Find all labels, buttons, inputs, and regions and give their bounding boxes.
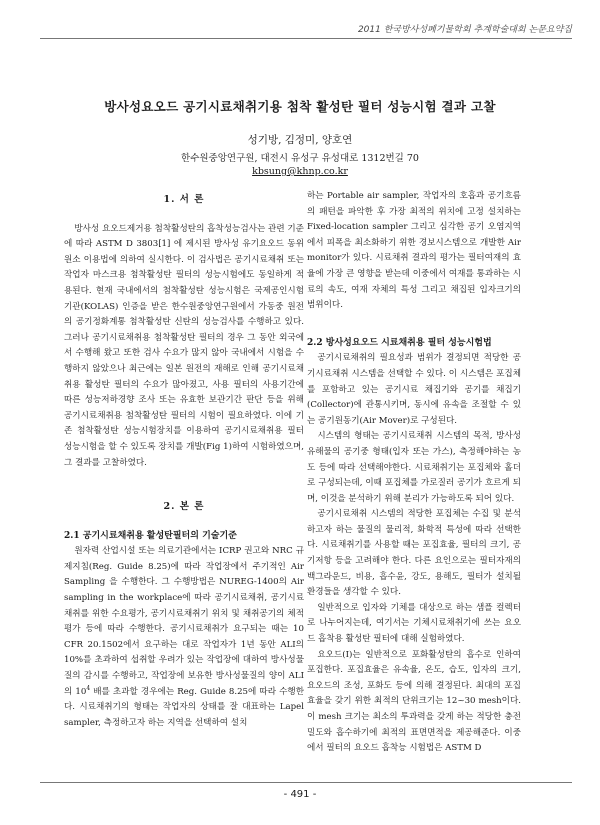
header-rule (40, 38, 572, 39)
section-1-paragraph: 방사성 요오드제거용 첨착활성탄의 흡착성능검사는 관련 기준에 따라 ASTM D 3803[1] 에 제시된 방사성 유기요오드 동위원소 이용법에 의하여 실시한다. 이 검사법은 공기시료채취 또는 작업자 마스크용 첨착활성탄 필터의 성능시험에도 동일하게 적용된다. 현재 국내에서의 첨착활성탄 성능시험은 국제공인시험기관(KOLAS) 인증을 받은 한수원중앙연구원에서 가동중 원전의 공기정화계통 첨착활성탄 신탄의 성능검사를 수행하고 있다. 그러나 공기시료채취용 첨착활성탄 필터의 경우 그 동안 외국에서 수행해 왔고 또한 검사 수요가 많지 않아 국내에서 시험을 수행하지 않았으나 최근에는 일본 원전의 재해로 인해 공기시료채취용 활성탄 필터의 수요가 많아졌고, 사용 필터의 사용기간에 따른 성능저하경향 조사 또는 유효한 보관기간 판단 등을 위해 공기시료채취용 첨착활성탄 필터의 시험이 필요하였다. 이에 기존 첨착활성탄 성능시험장치를 이용하여 공기시료채취용 필터 성능시험을 할 수 있도록 장치를 개발(Fig 1)하여 시험하였으며, 그 결과를 고찰하였다. (64, 223, 304, 468)
subsection-2-2-paragraph-3: 공기시료채취 시스템의 적당한 포집체는 수집 및 분석하고자 하는 물질의 물리적, 화학적 특성에 따라 선택한다. 시료채취기를 사용할 때는 포집효율, 필터의 크기, 공기저항 등을 고려해야 한다. 다른 요인으로는 필터자재의 백그라운드, 비용, 흡수윤, 강도, 용해도, 필터가 설치될 환경들을 생각할 수 있다. (307, 509, 521, 598)
paper-email (0, 166, 600, 177)
subsection-2-2-title: 2.2 방사성요오드 시료채취용 필터 성능시험법 (307, 337, 492, 348)
footer-rule (40, 782, 572, 783)
continued-paragraph: 하는 Portable air sampler, 작업자의 호흡과 공기흐름의 패턴을 파악한 후 가장 최적의 위치에 고정 설치하는 Fixed-location sampler 그리고 심각한 공기 오염지역에서 피폭을 최소화하기 위한 경보시스템으로 개발한 Air monitor가 있다. 시료채취 결과의 평가는 필터여재의 효율에 가장 큰 영향을 받는데 이중에서 여재를 통과하는 시료의 속도, 여재 자체의 특성 그리고 채집된 입자크기의 범위이다. (307, 191, 521, 311)
subsection-2-1-paragraph (64, 544, 304, 731)
left-column (64, 186, 304, 731)
paper-authors: 성기방, 김정미, 양호연 (247, 134, 353, 146)
subsection-2-1-text: 원자력 산업시설 또는 의료기관에서는 ICRP 권고와 NRC 규제지침(Reg. Guide 8.25)에 따라 작업장에서 주기적인 Air Sampling 을 수행한다. 그 수행방법은 NUREG-1400의 Air sampling in the workplace에 따라 공기시료채취, 공기시료채취를 위한 수요평가, 공기시료채취기 위치 및 채취공기의 체적 평가 등에 따라 수행한다. 공기시료채취가 요구되는 때는 10 CFR 20.1502에서 요구하는 대로 작업자가 1년 동안 ALI의 10%를 초과하여 섭취할 우려가 있는 작업장에 대하여 방사성물질의 감시를 수행하고, 작업장에 보유한 방사성물질의 양이 ALI의 10 (64, 546, 304, 697)
section-2-title: 2. 본 론 (163, 501, 205, 513)
subsection-2-1-text-end: 배를 초과할 경우에는 Reg. Guide 8.25에 따라 수행한다. 시료채취기의 형태는 작업자의 상태를 잘 대표하는 Lapel sampler, 측정하고자 하는 지역을 선택하여 설치 (64, 686, 304, 728)
right-column (307, 189, 521, 757)
subsection-2-2-paragraph-4: 일반적으로 입자와 기체를 대상으로 하는 샘플 컬렉터로 나누어지는데, 여기서는 기체시료채취기에 쓰는 요오드 흡착용 활성탄 필터에 대해 실험하였다. (307, 602, 521, 645)
subsection-2-2-paragraph-2: 시스템의 형태는 공기시료채취 시스템의 목적, 방사성 유해물의 공기중 형태(입자 또는 가스), 측정해야하는 농도 등에 따라 선택해야한다. 시료채취기는 포집체와 홀더로 구성되는데, 이때 포집체를 가로질러 공기가 흐르게 되며, 이것을 분석하기 위해 분리가 가능하도록 되어 있다. (307, 431, 521, 504)
paper-affiliation: 한수원중앙연구원, 대전시 유성구 유성대로 1312번길 70 (181, 153, 419, 164)
subsection-2-2-paragraph-5: 요오드(I)는 일반적으로 포화활성탄의 흡수로 인하여 포집한다. 포집효율은 유속율, 온도, 습도, 입자의 크기, 요오드의 조성, 포화도 등에 의해 결정된다. 최대의 포집효율을 갖기 위한 최적의 단위크기는 12~30 mesh이다. 이 mesh 크기는 최소의 투과력을 갖게 하는 적당한 충전밀도와 흡수하기에 최적의 표면면적을 제공해준다. 이중에서 필터의 요오드 흡착능 시험법은 ASTM D (307, 649, 521, 754)
subsection-2-1-title: 2.1 공기시료채취용 활성탄필터의 기술기준 (64, 530, 237, 541)
section-1-title: 1. 서 론 (163, 194, 205, 205)
exponent: 4 (86, 684, 91, 692)
subsection-2-2-paragraph-1: 공기시료채취의 필요성과 범위가 결정되면 적당한 공기시료채취 시스템을 선택할 수 있다. 이 시스템은 포집체를 포함하고 있는 공기시료 채집기와 공기를 채집기(Collector)에 관통시키며, 동시에 유속을 조절할 수 있는 공기원동기(Air Mover)로 구성된다. (307, 353, 521, 426)
page-number: - 491 - (283, 789, 317, 800)
paper-title: 방사성요오드 공기시료채취기용 첨착 활성탄 필터 성능시험 결과 고찰 (104, 99, 496, 114)
conference-header: 2011 한국방사성폐기물학회 추계학술대회 논문요약집 (357, 25, 572, 35)
email-link[interactable]: kbsung@khnp.co.kr (252, 166, 348, 177)
